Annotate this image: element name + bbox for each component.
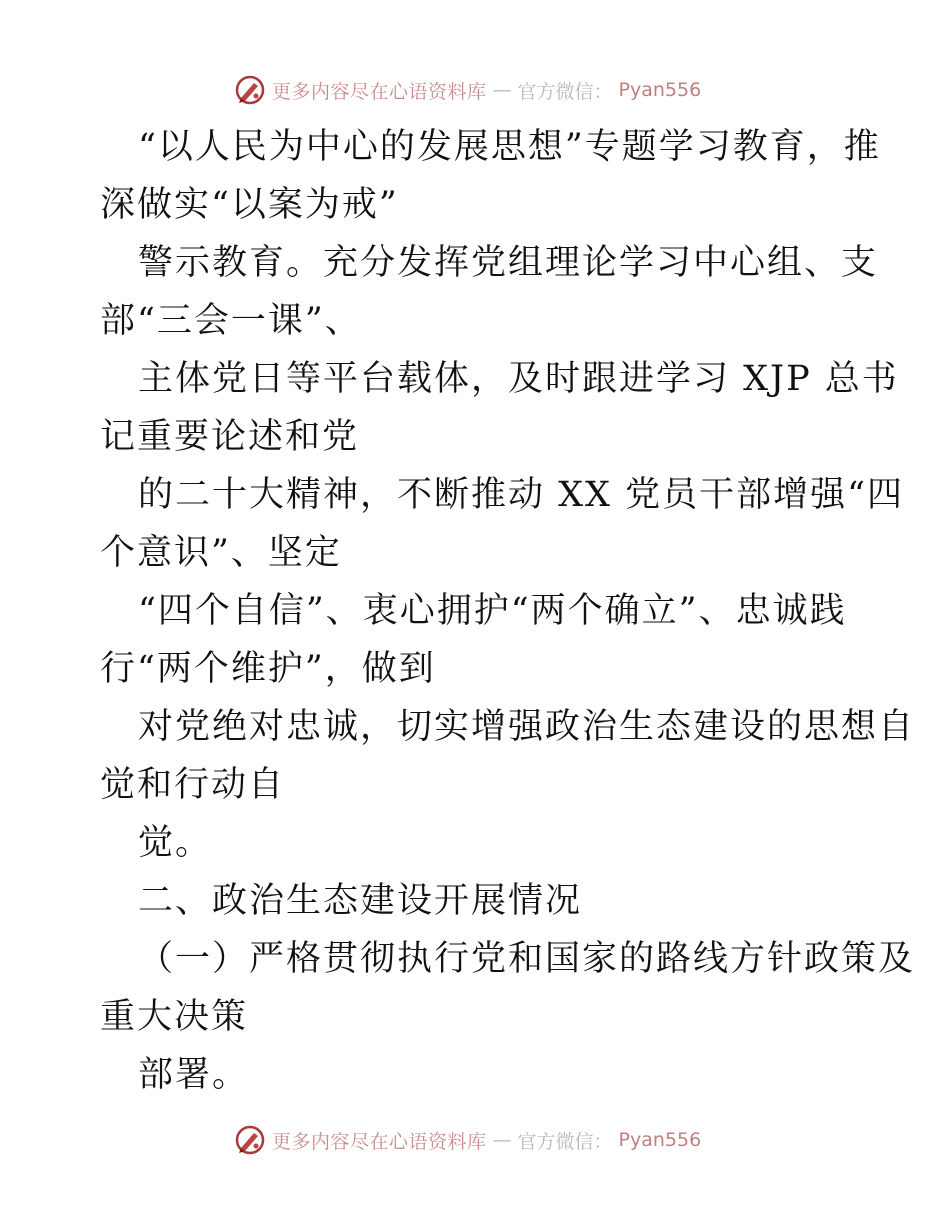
watermark-separator: — — [492, 79, 512, 101]
subsection-heading: （一）严格贯彻执行党和国家的路线方针政策及 — [138, 939, 916, 979]
text-line: “以人民为中心的发展思想”专题学习教育，推 — [138, 127, 881, 167]
text-line: 记重要论述和党 — [100, 417, 360, 457]
text-line: 重大决策 — [100, 997, 249, 1037]
pen-logo-icon — [234, 74, 266, 106]
footer-watermark — [234, 1122, 701, 1158]
text-line: 主体党日等平台载体，及时跟进学习 XJP 总书 — [138, 359, 899, 399]
document-body — [100, 118, 916, 1104]
text-line: 部署。 — [138, 1055, 250, 1095]
text-line: 觉和行动自 — [100, 765, 286, 805]
watermark-wechat-id: Pyan556 — [618, 1129, 702, 1151]
text-line: 部“三会一课”、 — [100, 301, 362, 341]
header-watermark — [234, 72, 701, 108]
text-line: 觉。 — [138, 823, 213, 863]
watermark-wechat-id: Pyan556 — [618, 79, 702, 101]
watermark-separator: — — [492, 1129, 512, 1151]
text-line: 警示教育。充分发挥党组理论学习中心组、支 — [138, 243, 879, 283]
text-line: 个意识”、坚定 — [100, 533, 342, 573]
watermark-wechat-label: 官方微信： — [517, 1130, 613, 1153]
section-heading: 二、政治生态建设开展情况 — [138, 881, 583, 921]
text-line: 的二十大精神，不断推动 XX 党员干部增强“四 — [138, 475, 904, 515]
pen-logo-icon — [234, 1124, 266, 1156]
watermark-text: 更多内容尽在心语资料库 — [272, 1130, 487, 1153]
text-line: 行“两个维护”，做到 — [100, 649, 436, 689]
text-line: 对党绝对忠诚，切实增强政治生态建设的思想自 — [138, 707, 916, 747]
watermark-wechat-label: 官方微信： — [517, 80, 613, 103]
text-line: 深做实“以案为戒” — [100, 185, 399, 225]
text-line: “四个自信”、衷心拥护“两个确立”、忠诚践 — [138, 591, 847, 631]
watermark-text: 更多内容尽在心语资料库 — [272, 80, 487, 103]
